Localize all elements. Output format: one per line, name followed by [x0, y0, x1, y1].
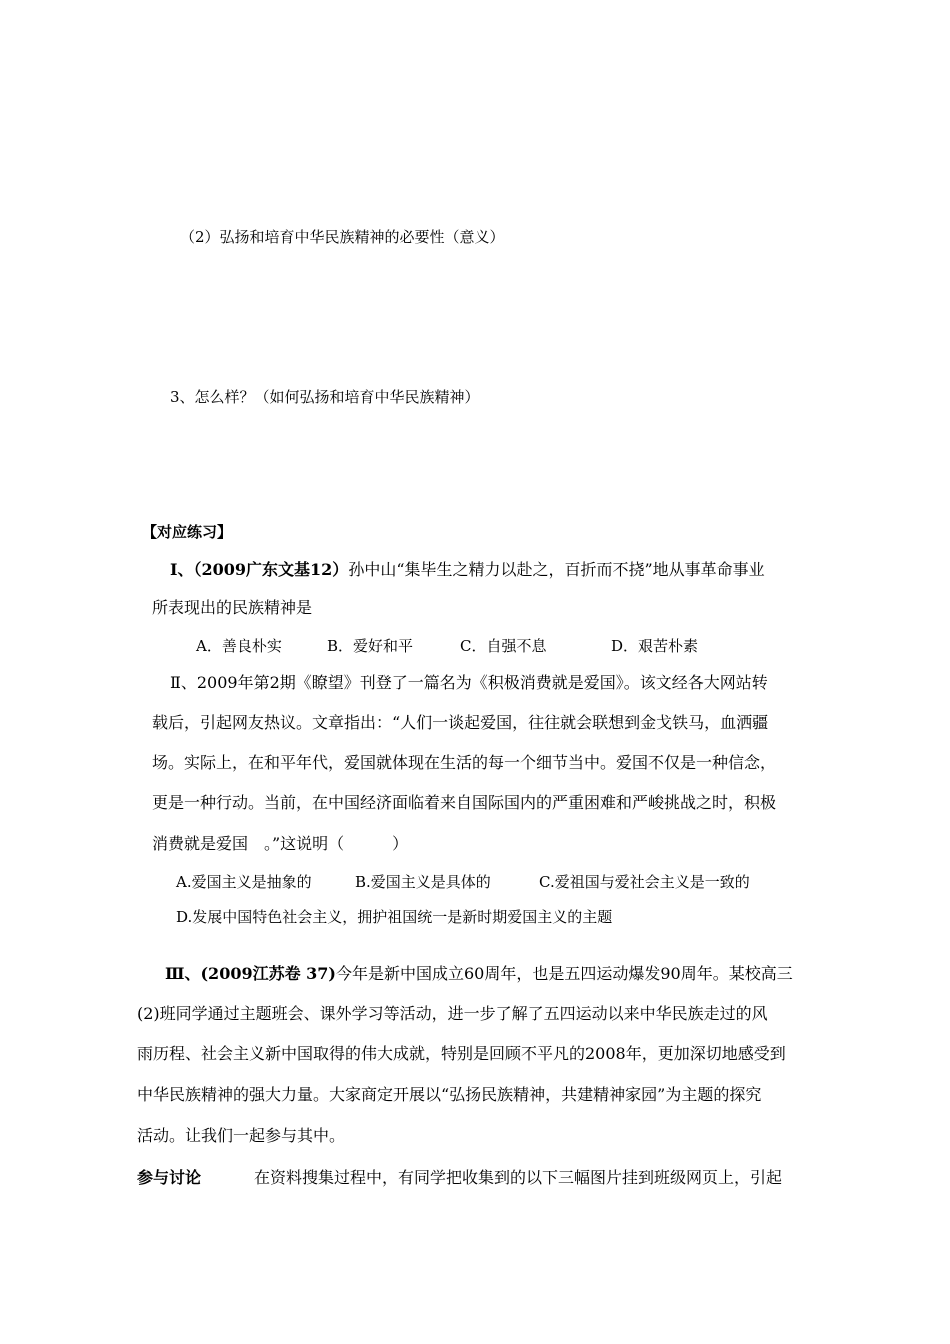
q1-line1 — [170, 560, 765, 580]
q1-option-a: A．善良朴实 — [196, 637, 282, 655]
discussion-label: 参与讨论 — [137, 1168, 202, 1187]
q2-line3: 场。实际上，在和平年代，爱国就体现在生活的每一个细节当中。爱国不仅是一种信念， — [152, 753, 777, 772]
discussion-text: 在资料搜集过程中，有同学把收集到的以下三幅图片挂到班级网页上，引起 — [254, 1168, 783, 1187]
q1-option-c: C．自强不息 — [460, 637, 547, 655]
exercise-title: 【对应练习】 — [142, 523, 233, 541]
section2-heading: （2）弘扬和培育中华民族精神的必要性（意义） — [180, 228, 505, 246]
q2-line2: 载后，引起网友热议。文章指出：“人们一谈起爱国，往往就会联想到金戈铁马，血洒疆 — [152, 713, 769, 732]
q3-line3: 雨历程、社会主义新中国取得的伟大成就，特别是回顾不平凡的2008年，更加深切地感受到 — [137, 1044, 786, 1063]
q2-option-d: D.发展中国特色社会主义，拥护祖国统一是新时期爱国主义的主题 — [176, 908, 613, 926]
q3-line5: 活动。让我们一起参与其中。 — [137, 1126, 346, 1145]
q2-option-b: B.爱国主义是具体的 — [355, 873, 491, 891]
section3-heading: 3、怎么样？（如何弘扬和培育中华民族精神） — [170, 388, 480, 406]
q3-line2: (2)班同学通过主题班会、课外学习等活动，进一步了解了五四运动以来中华民族走过的风 — [137, 1004, 768, 1023]
q1-option-b: B．爱好和平 — [327, 637, 414, 655]
q3-number-source: Ⅲ、(2009江苏卷 37) — [165, 964, 336, 983]
q3-text: 今年是新中国成立60周年，也是五四运动爆发90周年。某校高三 — [336, 964, 793, 983]
q2-line1: Ⅱ、2009年第2期《瞭望》刊登了一篇名为《积极消费就是爱国》。该文经各大网站转 — [170, 673, 768, 692]
q1-text: 孙中山“集毕生之精力以赴之，百折而不挠”地从事革命事业 — [348, 560, 765, 579]
q2-line4: 更是一种行动。当前，在中国经济面临着来自国际国内的严重困难和严峻挑战之时，积极 — [152, 793, 777, 812]
q2-line5: 消费就是爱国 。”这说明（ ） — [152, 834, 409, 853]
q1-source: （2009广东文基12） — [193, 560, 349, 579]
q3-line1 — [165, 964, 793, 984]
q3-line4: 中华民族精神的强大力量。大家商定开展以“弘扬民族精神，共建精神家园”为主题的探究 — [137, 1085, 762, 1104]
q1-option-d: D．艰苦朴素 — [611, 637, 699, 655]
q1-number: Ⅰ、 — [170, 560, 194, 579]
q2-option-a: A.爱国主义是抽象的 — [176, 873, 312, 891]
q2-option-c: C.爱祖国与爱社会主义是一致的 — [539, 873, 750, 891]
q1-line2: 所表现出的民族精神是 — [152, 598, 313, 617]
